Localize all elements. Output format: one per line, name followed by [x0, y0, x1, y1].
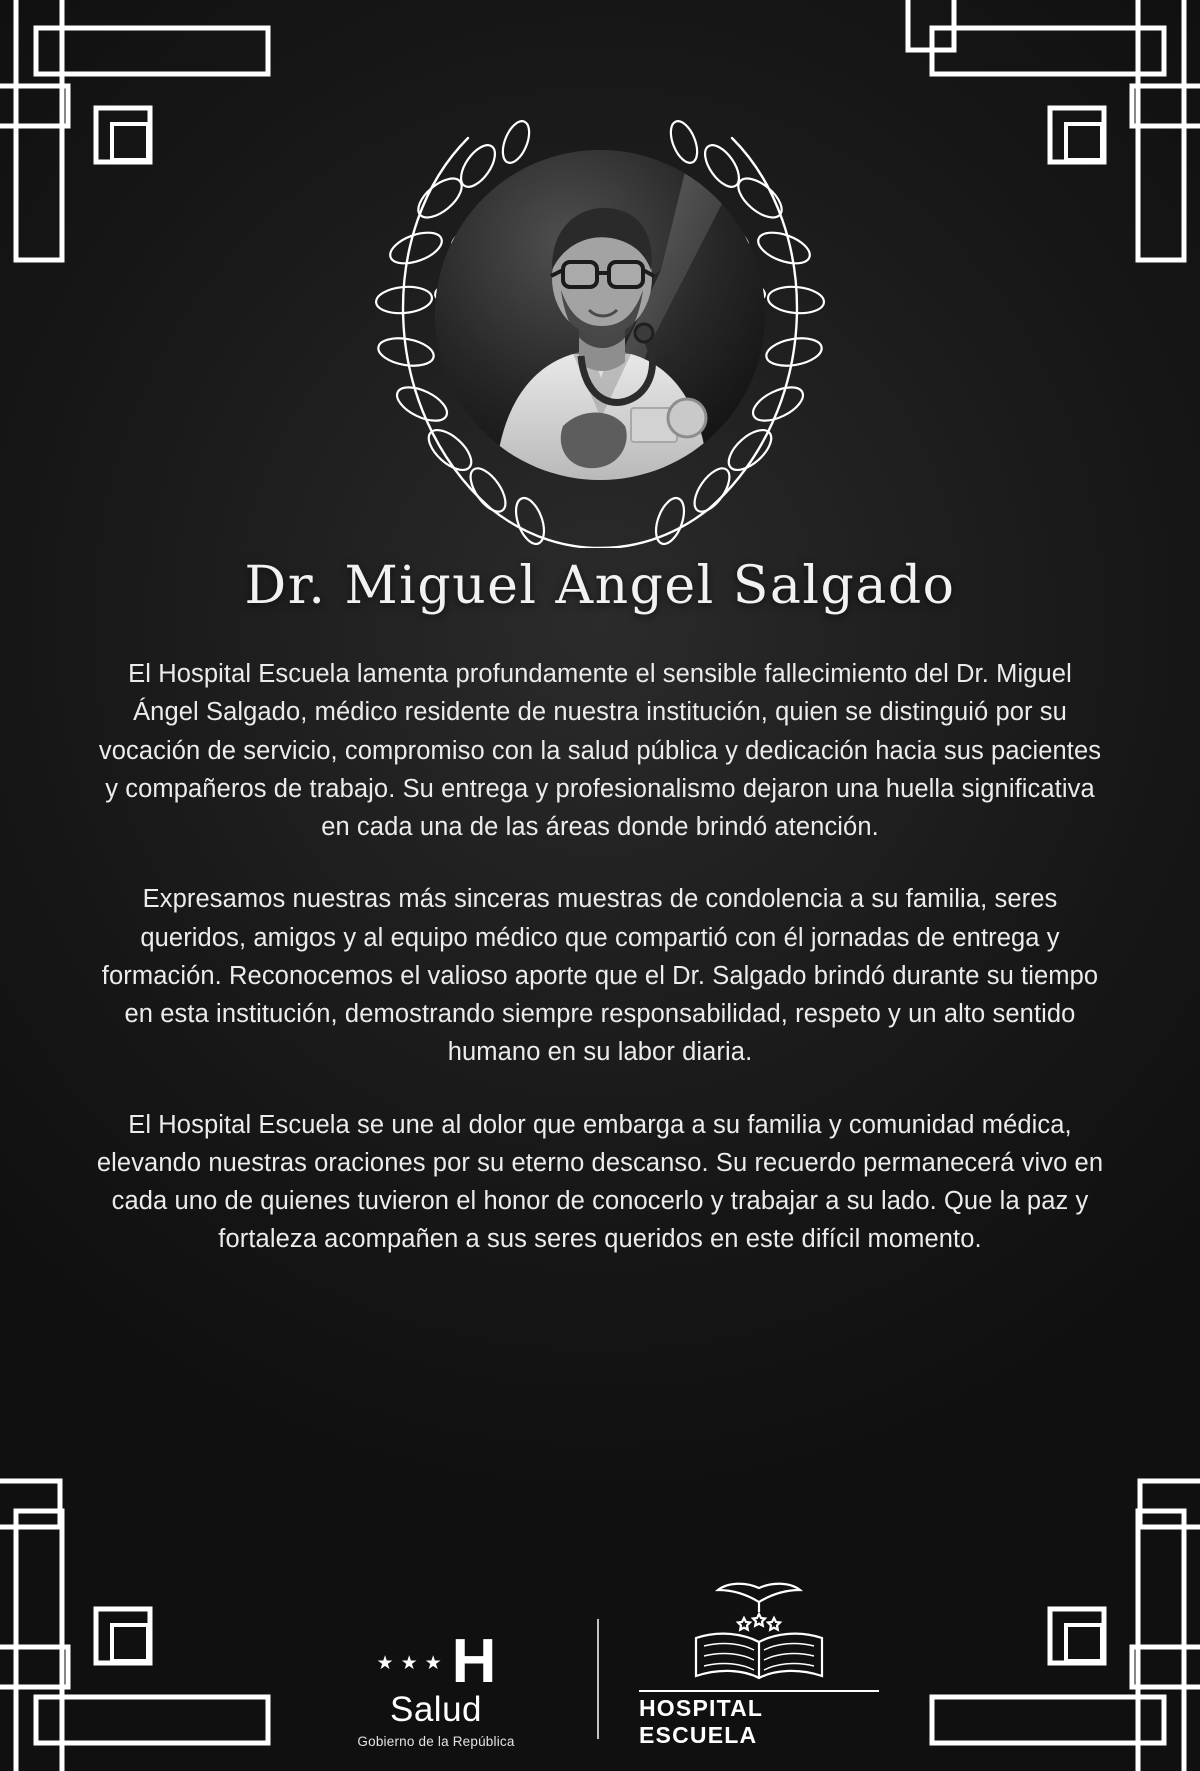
salud-subtitle: Gobierno de la República: [357, 1734, 515, 1749]
salud-wordmark: Salud: [389, 1690, 483, 1729]
paragraph-1: El Hospital Escuela lamenta profundamente el sensible fallecimiento del Dr. Miguel Ángel Salgado, médico residente de nuestra institución, quien se distinguió por su vocación de servicio, compromiso con la salud pública y dedicación hacia sus pacientes y compañeros de trabajo. Su entrega y profesionalismo dejaron una huella significativa en cada una de las áreas donde brindó atención.: [98, 660, 1102, 841]
footer-logos: [0, 1578, 1200, 1749]
logo-hospital-escuela: [639, 1578, 879, 1749]
page-title: Dr. Miguel Angel Salgado: [244, 556, 956, 616]
paragraph-2: Expresamos nuestras más sinceras muestras de condolencia a su familia, seres queridos, amigos y al equipo médico que compartió con él jornadas de entrega y formación. Reconocemos el valioso aporte que el Dr. Salgado brindó durante su tiempo en esta institución, demostrando siempre responsabilidad, respeto y un alto sentido humano en su labor diaria.: [101, 885, 1099, 1067]
footer-divider: [597, 1619, 599, 1739]
paragraph-3: El Hospital Escuela se une al dolor que embarga a su familia y comunidad médica, elevando nuestras oraciones por su eterno descanso. Su recuerdo permanecerá vivo en cada uno de quienes tuvieron el honor de conocerlo y trabajar a su lado. Que la paz y fortaleza acompañen a sus seres queridos en este difícil momento.: [96, 1110, 1104, 1254]
doctor-portrait-photo: [435, 150, 765, 480]
star-icon: ★: [376, 1652, 394, 1674]
star-icon: ★: [424, 1652, 442, 1674]
corner-decoration-top-left: [0, 0, 300, 300]
portrait-block: [320, 78, 880, 548]
logo-secretaria-salud: [321, 1626, 597, 1749]
portrait-illustration: [435, 150, 765, 480]
stars-group: [377, 1654, 442, 1673]
memorial-text: [96, 655, 1104, 1259]
salud-h-letter: H: [451, 1626, 496, 1696]
corner-decoration-top-right: [900, 0, 1200, 300]
open-book-emblem-icon: [684, 1578, 834, 1686]
star-icon: ★: [400, 1652, 418, 1674]
hospital-escuela-wordmark: HOSPITAL ESCUELA: [639, 1690, 879, 1749]
